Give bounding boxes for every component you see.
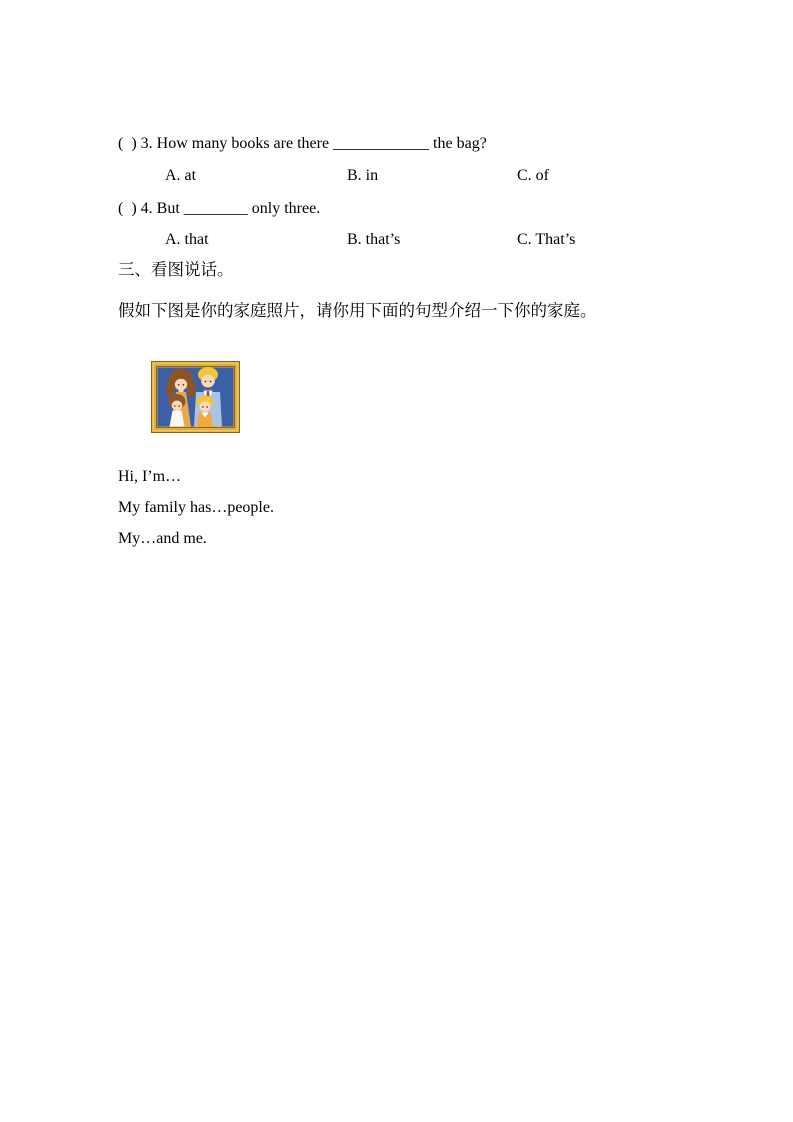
section-heading: 三、看图说话。 xyxy=(118,260,234,279)
question-3-text: ( ) 3. How many books are there ____________ the bag? xyxy=(118,135,487,152)
prompt-hi-im: Hi, I’m… xyxy=(118,468,182,485)
section-instruction: 假如下图是你的家庭照片，请你用下面的句型介绍一下你的家庭。 xyxy=(118,301,597,320)
question-3-option-a: A. at xyxy=(165,167,197,184)
question-4-option-c: C. That’s xyxy=(517,231,576,248)
question-4-option-b: B. that’s xyxy=(347,231,401,248)
family-photo-illustration xyxy=(151,361,240,433)
question-4-options xyxy=(0,230,793,250)
question-4-text: ( ) 4. But ________ only three. xyxy=(118,200,321,217)
prompt-family-has: My family has…people. xyxy=(118,499,274,516)
question-4-option-a: A. that xyxy=(165,231,209,248)
question-3-options xyxy=(0,166,793,186)
question-3-option-b: B. in xyxy=(347,167,379,184)
family-photo xyxy=(151,361,240,433)
question-3-option-c: C. of xyxy=(517,167,549,184)
prompt-and-me: My…and me. xyxy=(118,530,207,547)
